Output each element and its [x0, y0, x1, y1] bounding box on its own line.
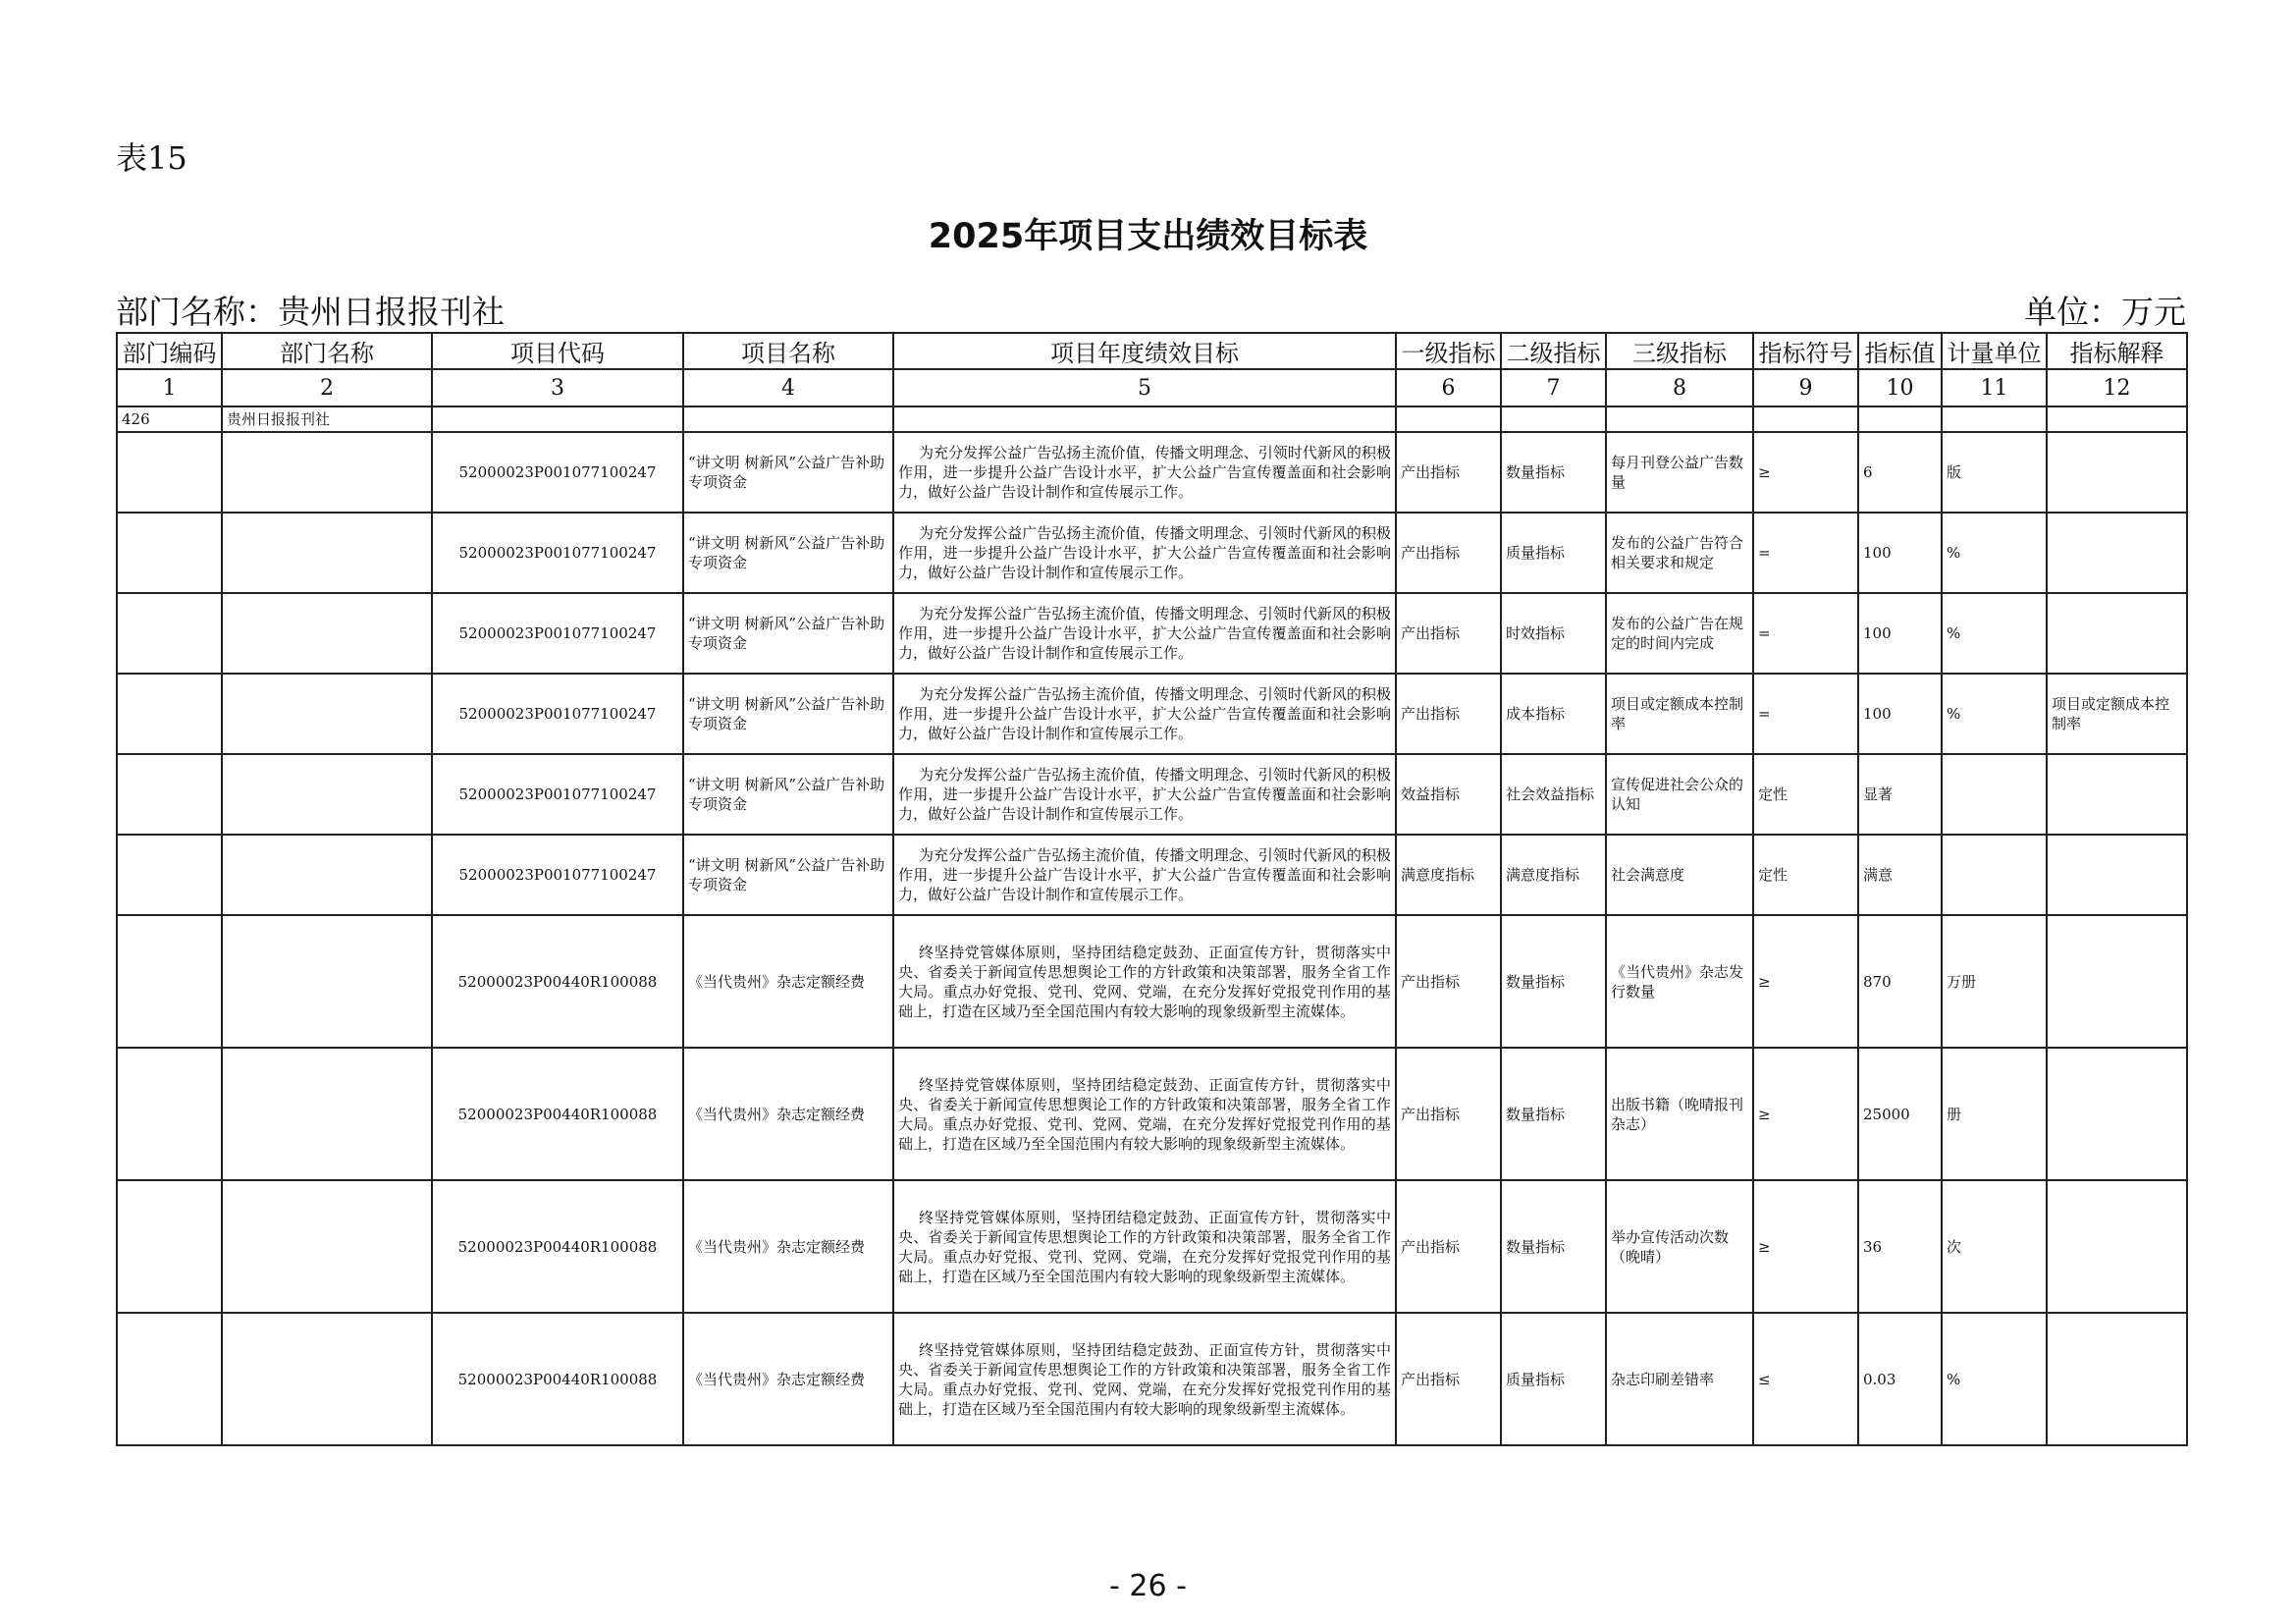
column-header: 指标符号 — [1753, 333, 1858, 369]
dept-name-cell — [222, 432, 432, 513]
indicator-explanation-cell: 项目或定额成本控制率 — [2047, 674, 2187, 754]
project-code-cell: 52000023P00440R100088 — [432, 1180, 683, 1313]
dept-code-cell — [117, 513, 222, 593]
level3-indicator-cell: 发布的公益广告符合相关要求和规定 — [1606, 513, 1753, 593]
project-name-cell: 《当代贵州》杂志定额经费 — [683, 1180, 893, 1313]
column-header: 项目代码 — [432, 333, 683, 369]
unit-cell: % — [1942, 1313, 2047, 1445]
unit-cell: % — [1942, 593, 2047, 674]
indicator-explanation-cell — [2047, 432, 2187, 513]
column-number-row — [117, 369, 2187, 406]
indicator-value-cell: 100 — [1858, 674, 1942, 754]
column-header: 二级指标 — [1501, 333, 1606, 369]
table-row — [117, 432, 2187, 513]
annual-goal-cell: 为充分发挥公益广告弘扬主流价值，传播文明理念、引领时代新风的积极作用，进一步提升公益广告设计水平，扩大公益广告宣传覆盖面和社会影响力，做好公益广告设计制作和宣传展示工作。 — [893, 432, 1396, 513]
column-header: 三级指标 — [1606, 333, 1753, 369]
unit-cell: 万册 — [1942, 915, 2047, 1048]
level1-indicator-cell: 产出指标 — [1396, 593, 1501, 674]
column-number: 1 — [117, 369, 222, 406]
level1-indicator-cell: 产出指标 — [1396, 674, 1501, 754]
dept-name-cell — [222, 915, 432, 1048]
unit-line: 单位：万元 — [2024, 293, 2186, 331]
column-number: 2 — [222, 369, 432, 406]
project-code-cell: 52000023P00440R100088 — [432, 1313, 683, 1445]
level3-indicator-cell: 发布的公益广告在规定的时间内完成 — [1606, 593, 1753, 674]
level3-indicator-cell: 每月刊登公益广告数量 — [1606, 432, 1753, 513]
annual-goal-cell: 为充分发挥公益广告弘扬主流价值，传播文明理念、引领时代新风的积极作用，进一步提升公益广告设计水平，扩大公益广告宣传覆盖面和社会影响力，做好公益广告设计制作和宣传展示工作。 — [893, 513, 1396, 593]
unit-cell: 版 — [1942, 432, 2047, 513]
project-code-cell: 52000023P00440R100088 — [432, 1048, 683, 1180]
table-row — [117, 593, 2187, 674]
indicator-explanation-cell — [2047, 754, 2187, 835]
indicator-value-cell: 100 — [1858, 513, 1942, 593]
column-number: 3 — [432, 369, 683, 406]
column-number: 11 — [1942, 369, 2047, 406]
indicator-symbol-cell: ≥ — [1753, 1180, 1858, 1313]
dept-name-cell — [222, 513, 432, 593]
level1-indicator-cell: 效益指标 — [1396, 754, 1501, 835]
level3-indicator-cell: 宣传促进社会公众的认知 — [1606, 754, 1753, 835]
indicator-value-cell: 25000 — [1858, 1048, 1942, 1180]
level3-indicator-cell: 项目或定额成本控制率 — [1606, 674, 1753, 754]
indicator-symbol-cell: 定性 — [1753, 835, 1858, 915]
column-number: 12 — [2047, 369, 2187, 406]
column-number: 9 — [1753, 369, 1858, 406]
table-label: 表15 — [116, 139, 187, 177]
project-name-cell: “讲文明 树新风”公益广告补助专项资金 — [683, 432, 893, 513]
level2-indicator-cell: 满意度指标 — [1501, 835, 1606, 915]
dept-code-cell — [117, 593, 222, 674]
annual-goal-cell: 终坚持党管媒体原则，坚持团结稳定鼓劲、正面宣传方针，贯彻落实中央、省委关于新闻宣传思想舆论工作的方针政策和决策部署，服务全省工作大局。重点办好党报、党刊、党网、党端，在充分发挥好党报党刊作用的基础上，打造在区域乃至全国范围内有较大影响的现象级新型主流媒体。 — [893, 915, 1396, 1048]
dept-code-cell — [117, 1180, 222, 1313]
project-name-cell: “讲文明 树新风”公益广告补助专项资金 — [683, 674, 893, 754]
column-header: 项目年度绩效目标 — [893, 333, 1396, 369]
level1-indicator-cell: 产出指标 — [1396, 513, 1501, 593]
project-name-cell: “讲文明 树新风”公益广告补助专项资金 — [683, 754, 893, 835]
dept-name-cell — [222, 1048, 432, 1180]
dept-code-cell — [117, 1048, 222, 1180]
column-number: 7 — [1501, 369, 1606, 406]
level3-indicator-cell: 杂志印刷差错率 — [1606, 1313, 1753, 1445]
performance-target-table — [116, 332, 2188, 1446]
project-code-cell: 52000023P001077100247 — [432, 513, 683, 593]
level2-indicator-cell: 时效指标 — [1501, 593, 1606, 674]
level2-indicator-cell: 质量指标 — [1501, 1313, 1606, 1445]
indicator-value-cell: 满意 — [1858, 835, 1942, 915]
level2-indicator-cell: 质量指标 — [1501, 513, 1606, 593]
column-header: 指标解释 — [2047, 333, 2187, 369]
indicator-symbol-cell: ≥ — [1753, 1048, 1858, 1180]
column-number: 10 — [1858, 369, 1942, 406]
project-name-cell: 《当代贵州》杂志定额经费 — [683, 1048, 893, 1180]
indicator-explanation-cell — [2047, 593, 2187, 674]
department-row — [117, 406, 2187, 432]
project-code-cell: 52000023P001077100247 — [432, 835, 683, 915]
column-header: 计量单位 — [1942, 333, 2047, 369]
column-number: 8 — [1606, 369, 1753, 406]
annual-goal-cell: 为充分发挥公益广告弘扬主流价值，传播文明理念、引领时代新风的积极作用，进一步提升公益广告设计水平，扩大公益广告宣传覆盖面和社会影响力，做好公益广告设计制作和宣传展示工作。 — [893, 674, 1396, 754]
project-code-cell: 52000023P001077100247 — [432, 674, 683, 754]
dept-code-cell — [117, 674, 222, 754]
indicator-explanation-cell — [2047, 1048, 2187, 1180]
level1-indicator-cell: 产出指标 — [1396, 1180, 1501, 1313]
dept-name-cell — [222, 593, 432, 674]
dept-name-cell — [222, 1180, 432, 1313]
project-name-cell: “讲文明 树新风”公益广告补助专项资金 — [683, 835, 893, 915]
level2-indicator-cell: 数量指标 — [1501, 432, 1606, 513]
column-header: 指标值 — [1858, 333, 1942, 369]
dept-name-cell — [222, 674, 432, 754]
level3-indicator-cell: 出版书籍（晚晴报刊杂志） — [1606, 1048, 1753, 1180]
table-row — [117, 1180, 2187, 1313]
project-name-cell: “讲文明 树新风”公益广告补助专项资金 — [683, 593, 893, 674]
unit-cell — [1942, 835, 2047, 915]
table-row — [117, 915, 2187, 1048]
level3-indicator-cell: 社会满意度 — [1606, 835, 1753, 915]
level1-indicator-cell: 产出指标 — [1396, 915, 1501, 1048]
unit-cell — [1942, 754, 2047, 835]
level2-indicator-cell: 数量指标 — [1501, 915, 1606, 1048]
level1-indicator-cell: 产出指标 — [1396, 1048, 1501, 1180]
unit-cell: 册 — [1942, 1048, 2047, 1180]
table-row — [117, 754, 2187, 835]
indicator-symbol-cell: ≥ — [1753, 915, 1858, 1048]
indicator-symbol-cell: = — [1753, 674, 1858, 754]
column-header: 一级指标 — [1396, 333, 1501, 369]
level2-indicator-cell: 社会效益指标 — [1501, 754, 1606, 835]
level2-indicator-cell: 成本指标 — [1501, 674, 1606, 754]
annual-goal-cell: 终坚持党管媒体原则，坚持团结稳定鼓劲、正面宣传方针，贯彻落实中央、省委关于新闻宣传思想舆论工作的方针政策和决策部署，服务全省工作大局。重点办好党报、党刊、党网、党端，在充分发挥好党报党刊作用的基础上，打造在区域乃至全国范围内有较大影响的现象级新型主流媒体。 — [893, 1313, 1396, 1445]
indicator-symbol-cell: 定性 — [1753, 754, 1858, 835]
indicator-symbol-cell: ≤ — [1753, 1313, 1858, 1445]
unit-cell: % — [1942, 674, 2047, 754]
dept-code-cell — [117, 835, 222, 915]
dept-name-cell — [222, 754, 432, 835]
indicator-value-cell: 870 — [1858, 915, 1942, 1048]
table-row — [117, 835, 2187, 915]
department-name-line: 部门名称：贵州日报报刊社 — [116, 293, 505, 331]
project-name-cell: “讲文明 树新风”公益广告补助专项资金 — [683, 513, 893, 593]
indicator-value-cell: 0.03 — [1858, 1313, 1942, 1445]
table-row — [117, 674, 2187, 754]
column-header: 项目名称 — [683, 333, 893, 369]
indicator-symbol-cell: = — [1753, 593, 1858, 674]
annual-goal-cell: 为充分发挥公益广告弘扬主流价值，传播文明理念、引领时代新风的积极作用，进一步提升公益广告设计水平，扩大公益广告宣传覆盖面和社会影响力，做好公益广告设计制作和宣传展示工作。 — [893, 593, 1396, 674]
indicator-value-cell: 6 — [1858, 432, 1942, 513]
indicator-symbol-cell: ≥ — [1753, 432, 1858, 513]
level2-indicator-cell: 数量指标 — [1501, 1048, 1606, 1180]
level1-indicator-cell: 产出指标 — [1396, 432, 1501, 513]
level2-indicator-cell: 数量指标 — [1501, 1180, 1606, 1313]
indicator-explanation-cell — [2047, 1313, 2187, 1445]
column-number: 4 — [683, 369, 893, 406]
indicator-value-cell: 36 — [1858, 1180, 1942, 1313]
indicator-symbol-cell: = — [1753, 513, 1858, 593]
indicator-explanation-cell — [2047, 513, 2187, 593]
column-header: 部门编码 — [117, 333, 222, 369]
unit-cell: % — [1942, 513, 2047, 593]
unit-cell: 次 — [1942, 1180, 2047, 1313]
project-name-cell: 《当代贵州》杂志定额经费 — [683, 1313, 893, 1445]
project-code-cell: 52000023P001077100247 — [432, 432, 683, 513]
column-header: 部门名称 — [222, 333, 432, 369]
project-code-cell: 52000023P001077100247 — [432, 754, 683, 835]
project-code-cell: 52000023P00440R100088 — [432, 915, 683, 1048]
table-row — [117, 1048, 2187, 1180]
dept-name-cell: 贵州日报报刊社 — [222, 406, 432, 432]
column-number: 5 — [893, 369, 1396, 406]
level3-indicator-cell: 举办宣传活动次数（晚晴） — [1606, 1180, 1753, 1313]
indicator-explanation-cell — [2047, 835, 2187, 915]
dept-code-cell: 426 — [117, 406, 222, 432]
project-code-cell: 52000023P001077100247 — [432, 593, 683, 674]
page-title: 2025年项目支出绩效目标表 — [928, 217, 1368, 256]
indicator-value-cell: 100 — [1858, 593, 1942, 674]
annual-goal-cell: 终坚持党管媒体原则，坚持团结稳定鼓劲、正面宣传方针，贯彻落实中央、省委关于新闻宣传思想舆论工作的方针政策和决策部署，服务全省工作大局。重点办好党报、党刊、党网、党端，在充分发挥好党报党刊作用的基础上，打造在区域乃至全国范围内有较大影响的现象级新型主流媒体。 — [893, 1048, 1396, 1180]
table-row — [117, 1313, 2187, 1445]
annual-goal-cell: 终坚持党管媒体原则，坚持团结稳定鼓劲、正面宣传方针，贯彻落实中央、省委关于新闻宣传思想舆论工作的方针政策和决策部署，服务全省工作大局。重点办好党报、党刊、党网、党端，在充分发挥好党报党刊作用的基础上，打造在区域乃至全国范围内有较大影响的现象级新型主流媒体。 — [893, 1180, 1396, 1313]
dept-code-cell — [117, 754, 222, 835]
page-number: - 26 - — [1109, 1569, 1187, 1603]
level3-indicator-cell: 《当代贵州》杂志发行数量 — [1606, 915, 1753, 1048]
indicator-value-cell: 显著 — [1858, 754, 1942, 835]
annual-goal-cell: 为充分发挥公益广告弘扬主流价值，传播文明理念、引领时代新风的积极作用，进一步提升公益广告设计水平，扩大公益广告宣传覆盖面和社会影响力，做好公益广告设计制作和宣传展示工作。 — [893, 835, 1396, 915]
project-name-cell: 《当代贵州》杂志定额经费 — [683, 915, 893, 1048]
indicator-explanation-cell — [2047, 915, 2187, 1048]
table-row — [117, 513, 2187, 593]
column-number: 6 — [1396, 369, 1501, 406]
header-row — [117, 333, 2187, 369]
indicator-explanation-cell — [2047, 1180, 2187, 1313]
dept-name-cell — [222, 835, 432, 915]
dept-code-cell — [117, 432, 222, 513]
level1-indicator-cell: 满意度指标 — [1396, 835, 1501, 915]
dept-name-cell — [222, 1313, 432, 1445]
annual-goal-cell: 为充分发挥公益广告弘扬主流价值，传播文明理念、引领时代新风的积极作用，进一步提升公益广告设计水平，扩大公益广告宣传覆盖面和社会影响力，做好公益广告设计制作和宣传展示工作。 — [893, 754, 1396, 835]
dept-code-cell — [117, 915, 222, 1048]
dept-code-cell — [117, 1313, 222, 1445]
level1-indicator-cell: 产出指标 — [1396, 1313, 1501, 1445]
